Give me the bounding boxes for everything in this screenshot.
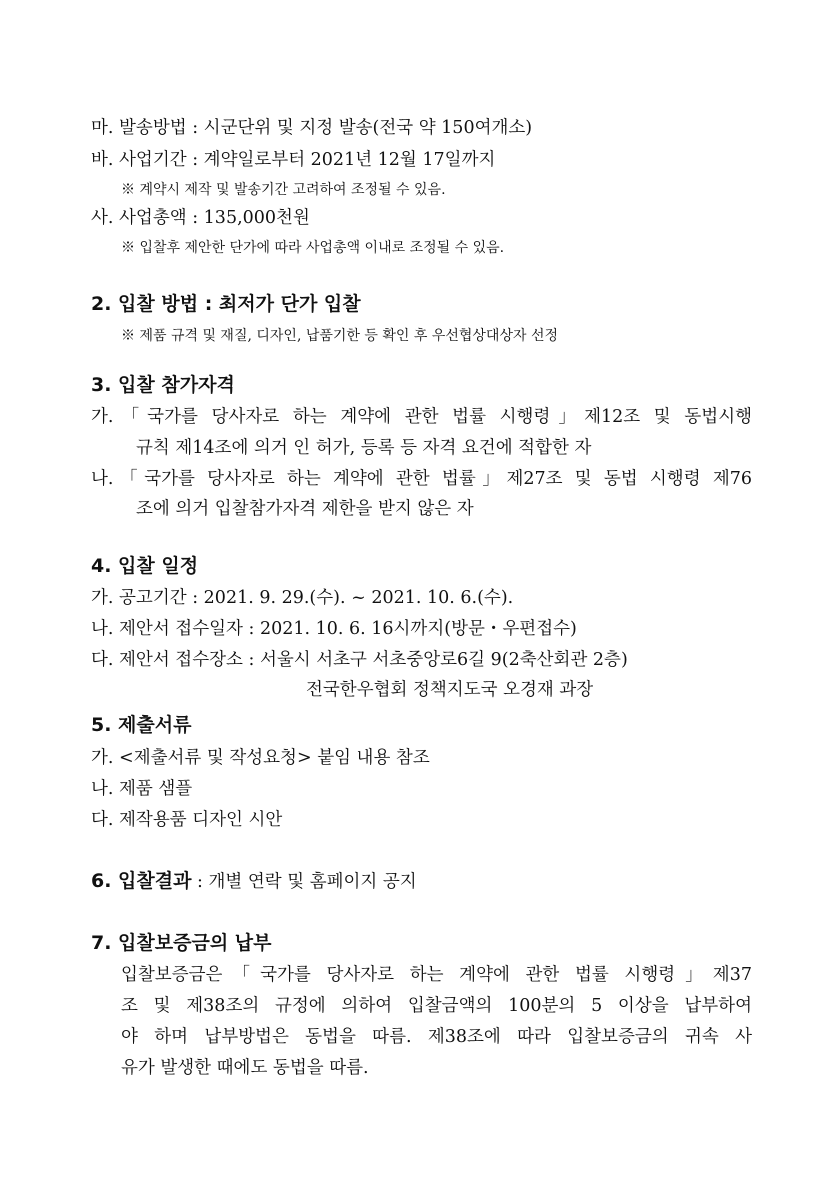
project-total-line: 사. 사업총액 : 135,000천원	[91, 208, 310, 228]
bid-result-line	[91, 870, 417, 893]
documents-na: 나. 제품 샘플	[91, 779, 193, 799]
documents-heading: 5. 제출서류	[91, 714, 192, 736]
delivery-method-line: 마. 발송방법 : 시군단위 및 지정 발송(전국 약 150여개소)	[91, 118, 533, 138]
schedule-submission-place: 다. 제안서 접수장소 : 서울시 서초구 서초중앙로6길 9(2축산회관 2층)	[91, 650, 628, 670]
eligibility-heading: 3. 입찰 참가자격	[91, 374, 235, 396]
bid-method-note: ※ 제품 규격 및 재질, 디자인, 납품기한 등 확인 후 우선협상대상자 선정	[121, 328, 558, 344]
project-total-note: ※ 입찰후 제안한 단가에 따라 사업총액 이내로 조정될 수 있음.	[121, 240, 505, 256]
documents-da: 다. 제작용품 디자인 시안	[91, 810, 283, 830]
project-period-line: 바. 사업기간 : 계약일로부터 2021년 12월 17일까지	[91, 150, 496, 170]
schedule-notice-period: 가. 공고기간 : 2021. 9. 29.(수). ~ 2021. 10. 6.(수).	[91, 588, 514, 608]
bid-method-heading: 2. 입찰 방법 : 최저가 단가 입찰	[91, 293, 361, 315]
schedule-heading: 4. 입찰 일정	[91, 555, 199, 577]
eligibility-ga-line2: 규칙 제14조에 의거 인 허가, 등록 등 자격 요건에 적합한 자	[136, 438, 592, 458]
deposit-heading: 7. 입찰보증금의 납부	[91, 932, 272, 954]
deposit-paragraph-line1: 입찰보증금은「국가를 당사자로 하는 계약에 관한 법률 시행령」제37	[121, 965, 752, 985]
deposit-paragraph-line2: 조 및 제38조의 규정에 의하여 입찰금액의 100분의 5 이상을 납부하여	[121, 996, 752, 1016]
deposit-paragraph-line3: 야 하며 납부방법은 동법을 따름. 제38조에 따라 입찰보증금의 귀속 사	[121, 1027, 752, 1047]
bid-result-heading: 6. 입찰결과	[91, 870, 192, 892]
bid-result-text: : 개별 연락 및 홈페이지 공지	[191, 872, 417, 892]
documents-ga: 가. <제출서류 및 작성요청> 붙임 내용 참조	[91, 748, 430, 768]
eligibility-na-line1: 나.「국가를 당사자로 하는 계약에 관한 법률」제27조 및 동법 시행령 제76	[91, 469, 752, 489]
eligibility-ga-line1: 가.「국가를 당사자로 하는 계약에 관한 법률 시행령」제12조 및 동법시행	[91, 407, 752, 427]
deposit-paragraph-line4: 유가 발생한 때에도 동법을 따름.	[121, 1058, 369, 1078]
eligibility-na-line2: 조에 의거 입찰참가자격 제한을 받지 않은 자	[136, 499, 474, 519]
schedule-submission-date: 나. 제안서 접수일자 : 2021. 10. 6. 16시까지(방문・우편접수)	[91, 619, 577, 639]
schedule-contact-person: 전국한우협회 정책지도국 오경재 과장	[306, 680, 594, 700]
project-period-note: ※ 계약시 제작 및 발송기간 고려하여 조정될 수 있음.	[121, 182, 446, 198]
